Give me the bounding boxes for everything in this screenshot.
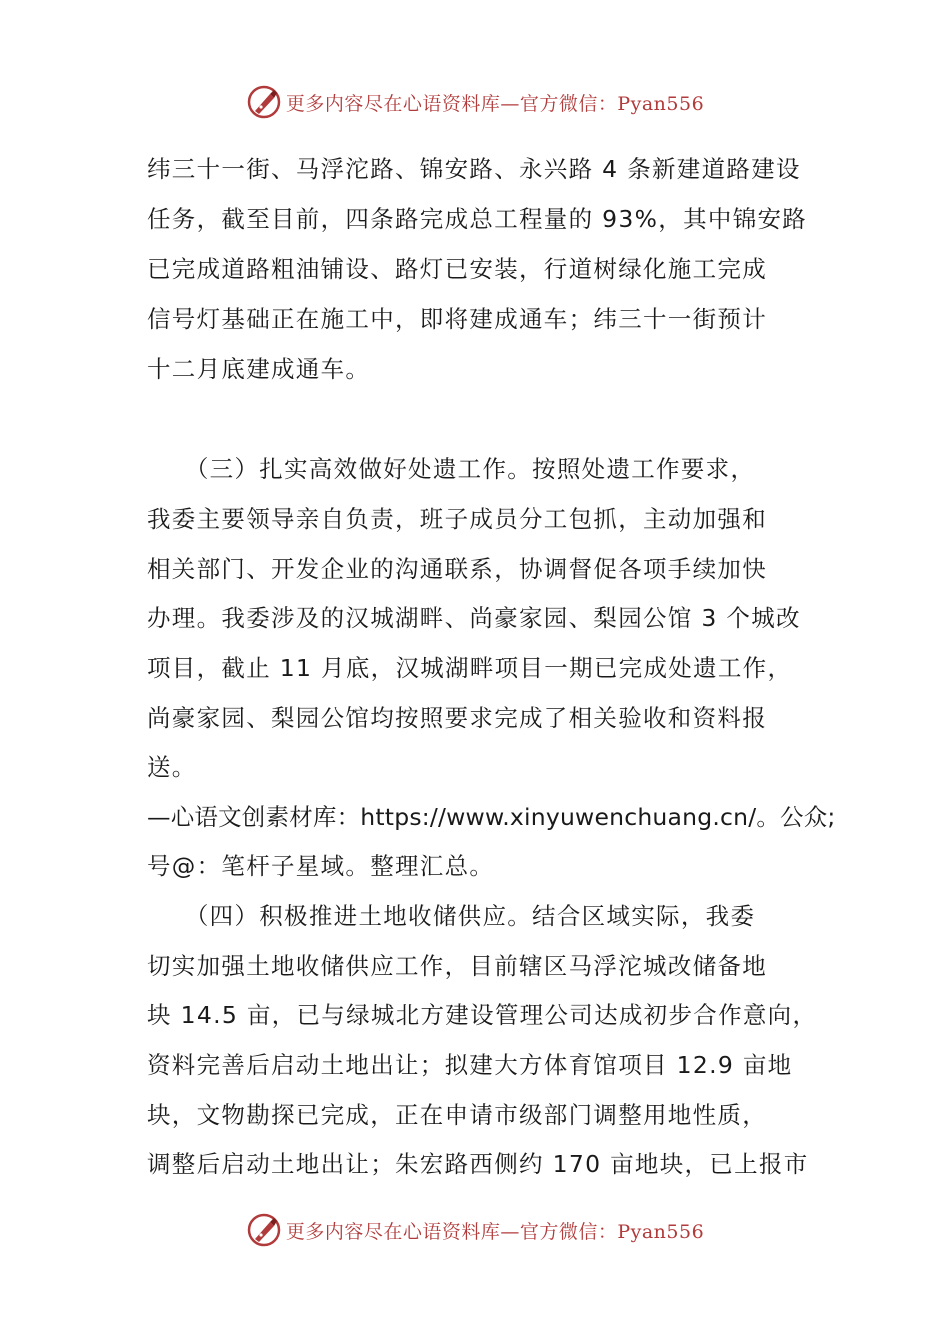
text-line: 切实加强土地收储供应工作，目前辖区马浮沱城改储备地: [147, 952, 767, 980]
source-note-line: —心语文创素材库：https://www.xinyuwenchuang.cn/。公众;: [147, 803, 836, 831]
section-heading-line: （三）扎实高效做好处遗工作。按照处遗工作要求，: [147, 455, 756, 483]
watermark-banner-top: [0, 82, 950, 122]
text-line: 尚豪家园、梨园公馆均按照要求完成了相关验收和资料报: [147, 704, 767, 732]
text-line: 信号灯基础正在施工中，即将建成通车；纬三十一街预计: [147, 305, 767, 333]
text-line: 已完成道路粗油铺设、路灯已安装，行道树绿化施工完成: [147, 255, 767, 283]
text-line: 相关部门、开发企业的沟通联系，协调督促各项手续加快: [147, 555, 767, 583]
text-line: 十二月底建成通车。: [147, 355, 371, 383]
text-line: 项目，截止 11 月底，汉城湖畔项目一期已完成处遗工作，: [147, 654, 793, 682]
text-line: 我委主要领导亲自负责，班子成员分工包抓，主动加强和: [147, 505, 767, 533]
source-note-line: 号@：笔杆子星域。整理汇总。: [147, 852, 495, 880]
text-line: 办理。我委涉及的汉城湖畔、尚豪家园、梨园公馆 3 个城改: [147, 604, 801, 632]
pen-nib-logo-icon: [246, 1212, 282, 1248]
section-heading-line: （四）积极推进土地收储供应。结合区域实际，我委: [147, 902, 756, 930]
text-line: 调整后启动土地出让；朱宏路西侧约 170 亩地块，已上报市: [147, 1150, 809, 1178]
text-line: 资料完善后启动土地出让；拟建大方体育馆项目 12.9 亩地: [147, 1051, 793, 1079]
text-line: 块 14.5 亩，已与绿城北方建设管理公司达成初步合作意向，: [147, 1001, 818, 1029]
text-line: 任务，截至目前，四条路完成总工程量的 93%，其中锦安路: [147, 205, 808, 233]
text-line: 块，文物勘探已完成，正在申请市级部门调整用地性质，: [147, 1101, 767, 1129]
watermark-text: 更多内容尽在心语资料库—官方微信：Pyan556: [285, 92, 705, 115]
text-line: 纬三十一街、马浮沱路、锦安路、永兴路 4 条新建道路建设: [147, 155, 801, 183]
pen-nib-logo-icon: [246, 84, 282, 120]
text-line: 送。: [147, 753, 197, 781]
watermark-banner-bottom: [0, 1210, 950, 1250]
watermark-text: 更多内容尽在心语资料库—官方微信：Pyan556: [285, 1220, 705, 1243]
